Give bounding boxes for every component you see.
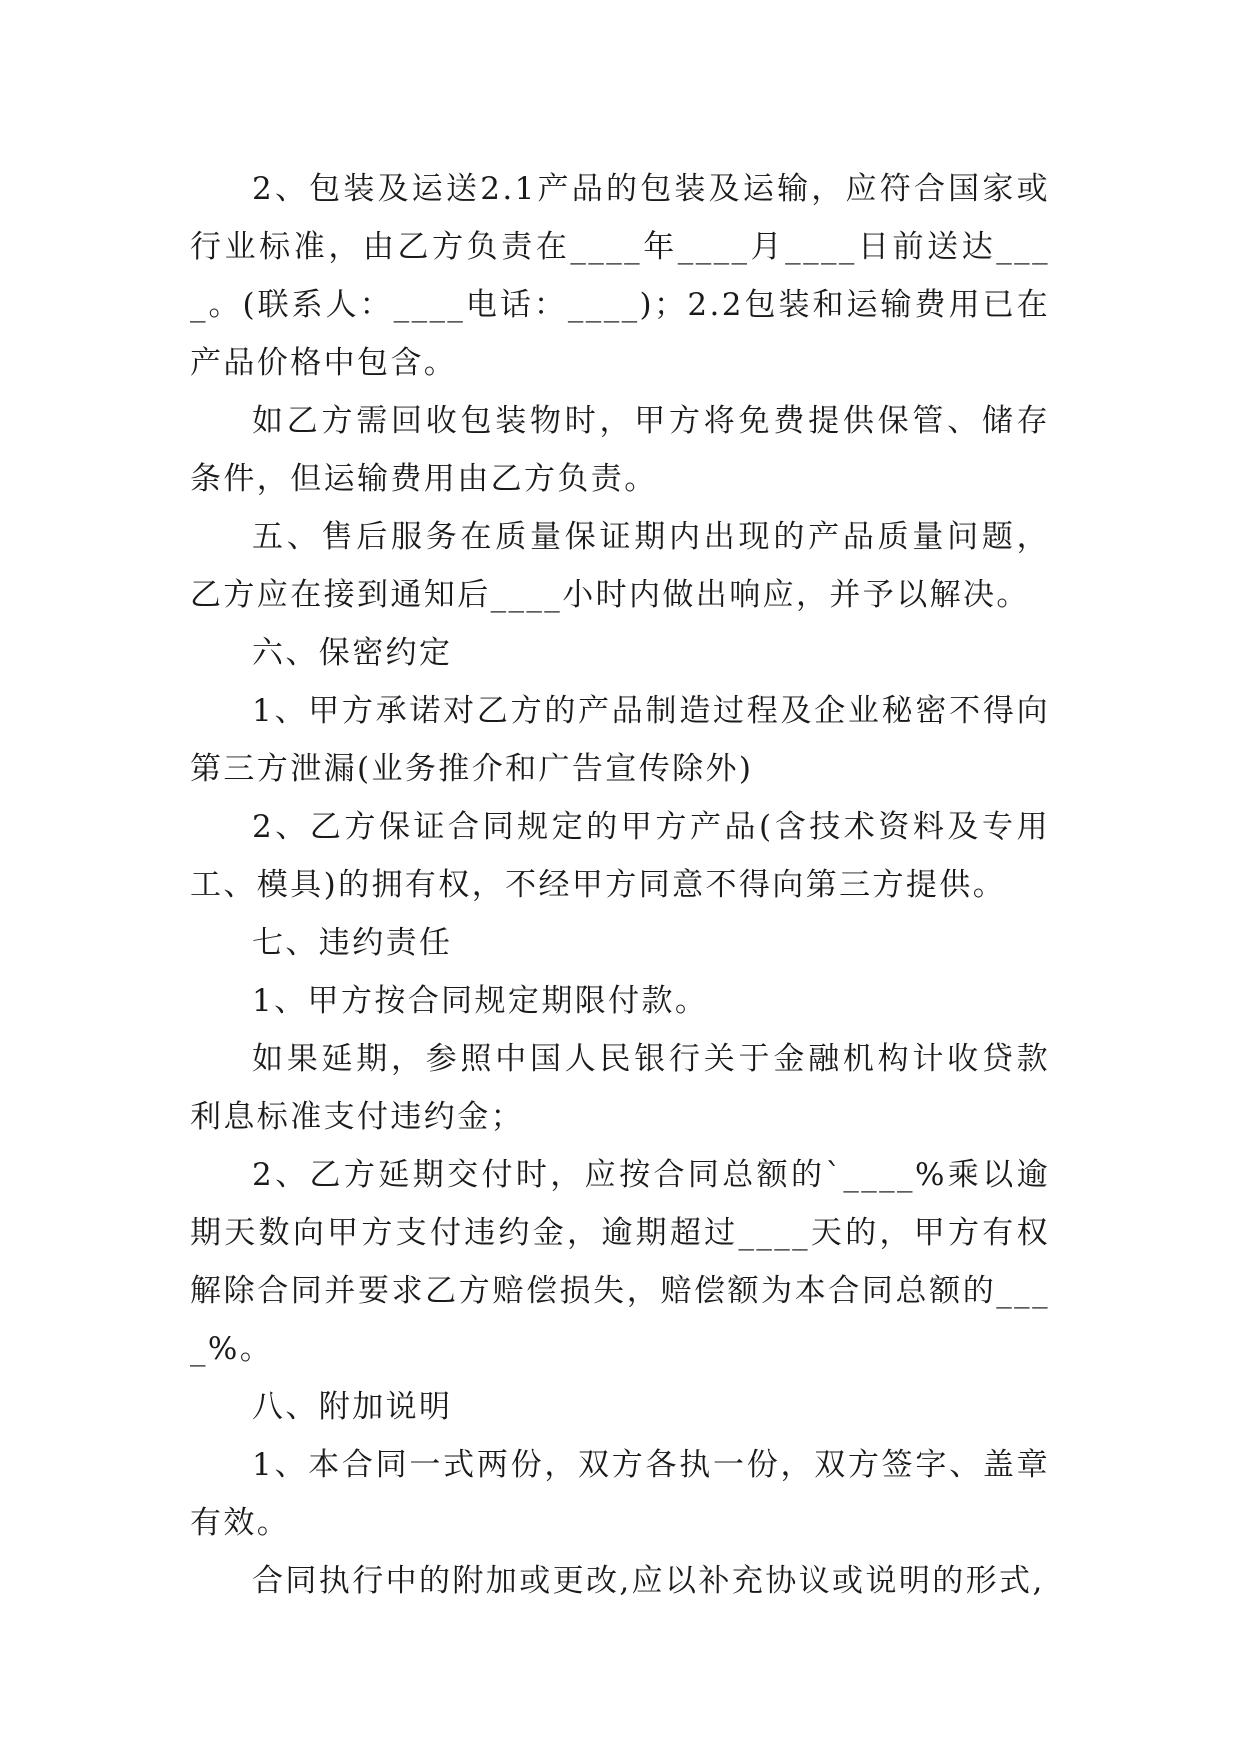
paragraph-confidentiality-2: 2、乙方保证合同规定的甲方产品(含技术资料及专用工、模具)的拥有权，不经甲方同意不得向第三方提供。 <box>190 809 1050 903</box>
paragraph-confidentiality-1: 1、甲方承诺对乙方的产品制造过程及企业秘密不得向第三方泄漏(业务推介和广告宣传除外) <box>190 693 1050 787</box>
paragraph-late-payment: 如果延期，参照中国人民银行关于金融机构计收贷款利息标准支付违约金； <box>190 1041 1050 1135</box>
paragraph-liability-2: 2、乙方延期交付时，应按合同总额的`____%乘以逾期天数向甲方支付违约金，逾期超过____天的，甲方有权解除合同并要求乙方赔偿损失，赔偿额为本合同总额的____%。 <box>190 1157 1050 1367</box>
paragraph-packaging-transport: 2、包装及运送2.1产品的包装及运输，应符合国家或行业标准，由乙方负责在____年____月____日前送达____。(联系人：____电话：____)；2.2包装和运输费用已在产品价格中包含。 <box>190 171 1050 381</box>
paragraph-liability-1: 1、甲方按合同规定期限付款。 <box>252 983 709 1019</box>
paragraph-additional-1: 1、本合同一式两份，双方各执一份，双方签字、盖章有效。 <box>190 1447 1050 1541</box>
section-heading-additional-notes: 八、附加说明 <box>252 1389 453 1425</box>
section-heading-confidentiality: 六、保密约定 <box>252 635 453 671</box>
paragraph-amendments: 合同执行中的附加或更改,应以补充协议或说明的形式, <box>252 1563 1045 1599</box>
section-heading-liability: 七、违约责任 <box>252 925 453 961</box>
paragraph-after-sales-service: 五、售后服务在质量保证期内出现的产品质量问题，乙方应在接到通知后____小时内做出响应，并予以解决。 <box>190 519 1050 613</box>
paragraph-packaging-recovery: 如乙方需回收包装物时，甲方将免费提供保管、储存条件，但运输费用由乙方负责。 <box>190 403 1050 497</box>
document-body <box>190 160 1050 1610</box>
